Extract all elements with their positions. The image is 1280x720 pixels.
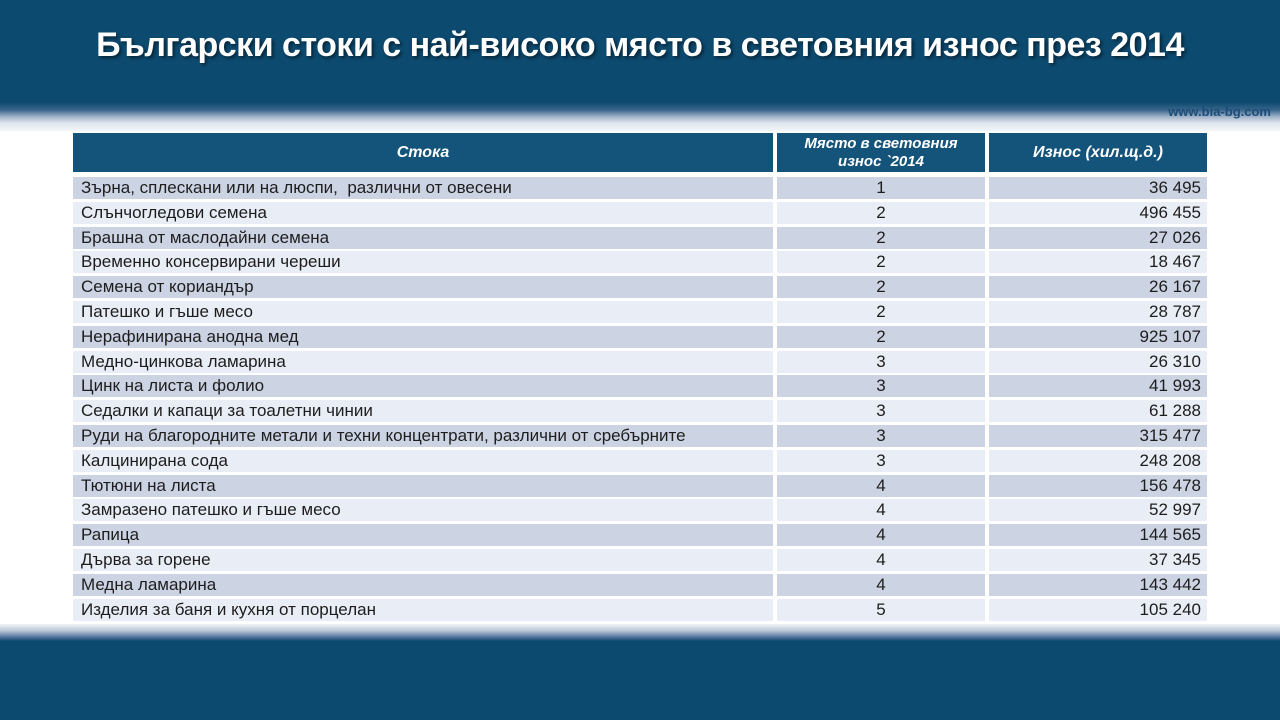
table-row (73, 227, 1207, 249)
export-cell: 248 208 (989, 450, 1207, 472)
product-cell: Рапица (73, 524, 773, 546)
rank-cell: 2 (777, 276, 985, 298)
table-row (73, 574, 1207, 596)
table-row (73, 202, 1207, 224)
table-row (73, 375, 1207, 397)
export-cell: 144 565 (989, 524, 1207, 546)
rank-cell: 3 (777, 351, 985, 373)
table-row (73, 177, 1207, 199)
rank-cell: 4 (777, 524, 985, 546)
table-row (73, 549, 1207, 571)
product-cell: Руди на благородните метали и техни концентрати, различни от сребърните (73, 425, 773, 447)
rank-cell: 3 (777, 450, 985, 472)
product-cell: Патешко и гъше месо (73, 301, 773, 323)
export-cell: 315 477 (989, 425, 1207, 447)
rank-cell: 2 (777, 326, 985, 348)
product-cell: Зърна, сплескани или на люспи, различни от овесени (73, 177, 773, 199)
product-cell: Тютюни на листа (73, 475, 773, 497)
rank-cell: 3 (777, 425, 985, 447)
column-header-export: Износ (хил.щ.д.) (989, 133, 1207, 172)
table-row (73, 351, 1207, 373)
slide-title: Български стоки с най-високо място в световния износ през 2014 (96, 26, 1184, 64)
export-cell: 26 310 (989, 351, 1207, 373)
rank-cell: 1 (777, 177, 985, 199)
export-table (73, 133, 1207, 623)
column-header-product: Стока (73, 133, 773, 172)
product-cell: Нерафинирана анодна мед (73, 326, 773, 348)
product-cell: Замразено патешко и гъше месо (73, 499, 773, 521)
title-band (0, 0, 1280, 131)
table-row (73, 425, 1207, 447)
table-header-row (73, 133, 1207, 172)
product-cell: Седалки и капаци за тоалетни чинии (73, 400, 773, 422)
table-row (73, 499, 1207, 521)
product-cell: Медна ламарина (73, 574, 773, 596)
export-cell: 52 997 (989, 499, 1207, 521)
rank-cell: 2 (777, 251, 985, 273)
export-cell: 36 495 (989, 177, 1207, 199)
table-row (73, 276, 1207, 298)
export-cell: 27 026 (989, 227, 1207, 249)
export-cell: 41 993 (989, 375, 1207, 397)
product-cell: Калцинирана сода (73, 450, 773, 472)
table-row (73, 450, 1207, 472)
export-cell: 37 345 (989, 549, 1207, 571)
export-cell: 496 455 (989, 202, 1207, 224)
export-cell: 18 467 (989, 251, 1207, 273)
product-cell: Семена от кориандър (73, 276, 773, 298)
rank-cell: 4 (777, 549, 985, 571)
column-header-rank (777, 133, 985, 172)
product-cell: Дърва за горене (73, 549, 773, 571)
export-cell: 26 167 (989, 276, 1207, 298)
rank-header-line2: износ `2014 (838, 152, 924, 170)
rank-header-line1: Място в световния (804, 134, 958, 152)
rank-cell: 2 (777, 202, 985, 224)
product-cell: Брашна от маслодайни семена (73, 227, 773, 249)
table-row (73, 251, 1207, 273)
table-body (73, 177, 1207, 621)
export-cell: 925 107 (989, 326, 1207, 348)
export-cell: 61 288 (989, 400, 1207, 422)
rank-cell: 4 (777, 574, 985, 596)
table-row (73, 301, 1207, 323)
table-row (73, 475, 1207, 497)
product-cell: Медно-цинкова ламарина (73, 351, 773, 373)
footer-gradient-strip (0, 624, 1280, 641)
rank-cell: 4 (777, 475, 985, 497)
product-cell: Изделия за баня и кухня от порцелан (73, 599, 773, 621)
table-row (73, 524, 1207, 546)
footer-band (0, 641, 1280, 720)
rank-cell: 3 (777, 400, 985, 422)
export-cell: 143 442 (989, 574, 1207, 596)
rank-cell: 2 (777, 301, 985, 323)
rank-cell: 3 (777, 375, 985, 397)
product-cell: Слънчогледови семена (73, 202, 773, 224)
rank-cell: 2 (777, 227, 985, 249)
table-row (73, 326, 1207, 348)
website-url: www.bia-bg.com (1168, 104, 1271, 119)
rank-cell: 4 (777, 499, 985, 521)
export-cell: 105 240 (989, 599, 1207, 621)
product-cell: Цинк на листа и фолио (73, 375, 773, 397)
rank-cell: 5 (777, 599, 985, 621)
product-cell: Временно консервирани череши (73, 251, 773, 273)
export-cell: 156 478 (989, 475, 1207, 497)
export-cell: 28 787 (989, 301, 1207, 323)
table-row (73, 599, 1207, 621)
table-row (73, 400, 1207, 422)
